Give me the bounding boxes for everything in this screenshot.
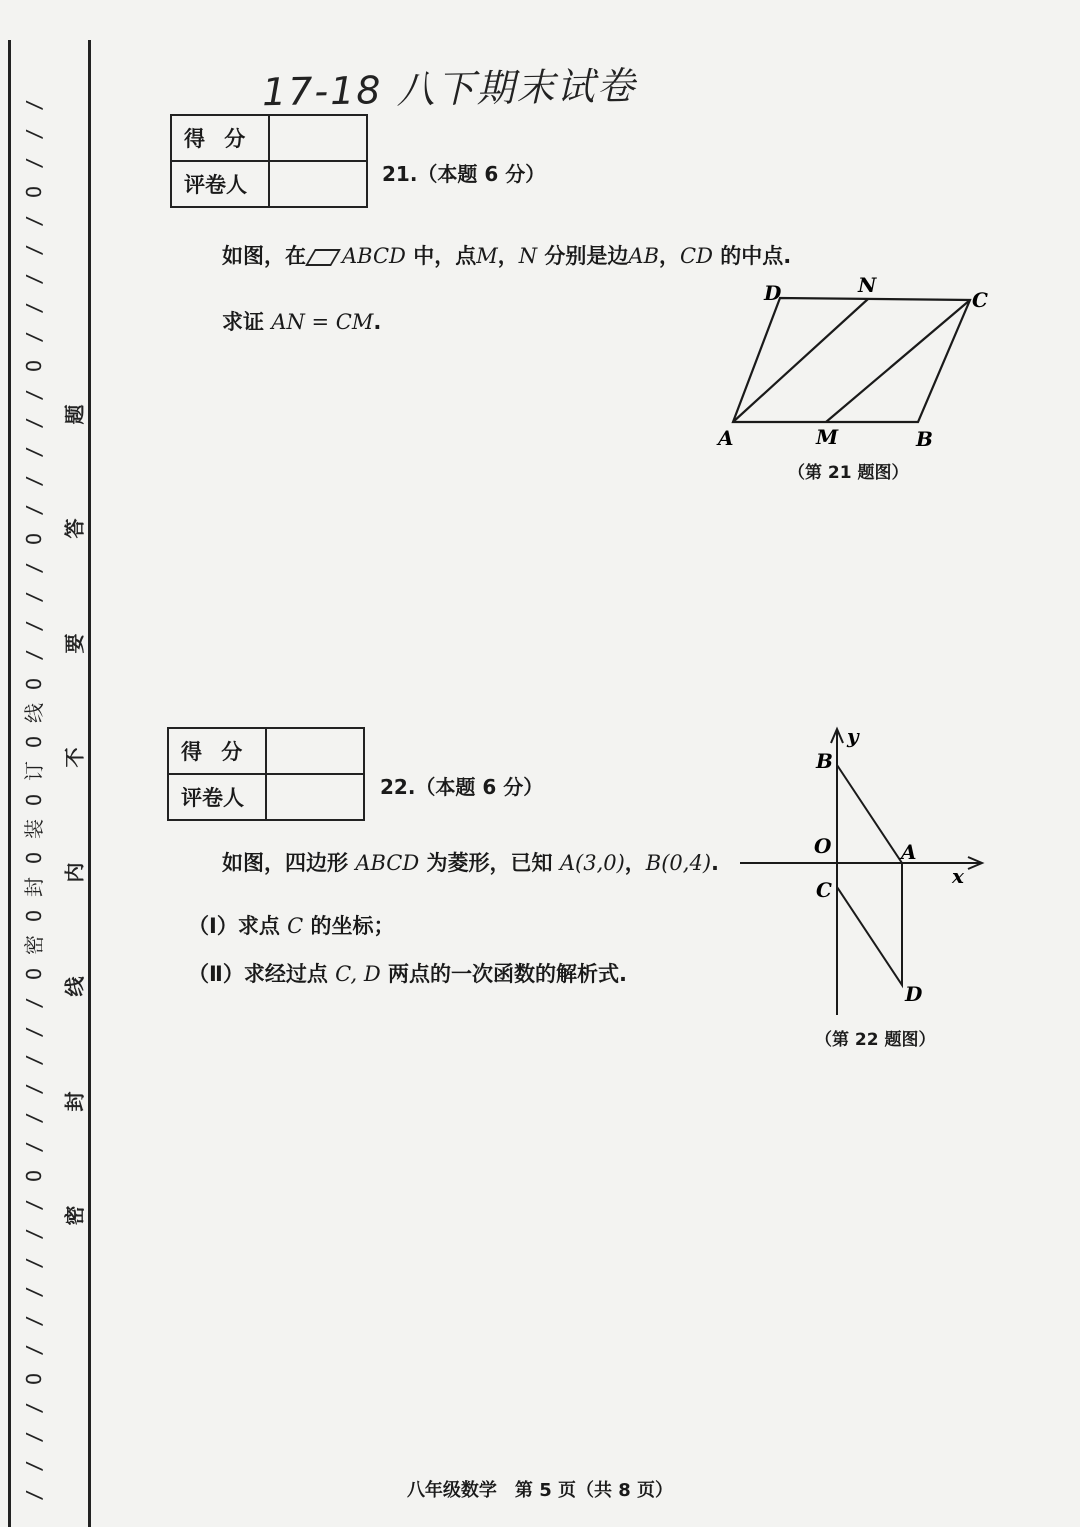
binding-label: 线 xyxy=(62,976,87,997)
grader-cell xyxy=(266,774,364,820)
binding-mark: / xyxy=(21,1488,46,1501)
binding-mark: / xyxy=(21,1112,46,1125)
binding-mark: / xyxy=(21,1286,46,1299)
score-label: 得 分 xyxy=(168,728,266,774)
binding-mark: / xyxy=(21,996,46,1009)
binding-mark: / xyxy=(21,1141,46,1154)
binding-mark: / xyxy=(21,562,46,575)
label-b: B xyxy=(816,749,833,773)
score-label: 得 分 xyxy=(171,115,269,161)
binding-mark: 装 xyxy=(22,818,46,839)
binding-mark: / xyxy=(21,620,46,633)
q21-formula: AN = CM xyxy=(271,310,374,334)
label-m: M xyxy=(816,425,839,449)
q22-point-a: A(3,0) xyxy=(559,851,625,875)
q22-text: （Ⅰ）求点 xyxy=(188,914,288,938)
binding-mark: / xyxy=(21,1257,46,1270)
q22-points-cd: C, D xyxy=(335,962,381,986)
question-21-prove xyxy=(222,306,381,336)
parallelogram-abcd xyxy=(733,298,970,422)
q22-text: 为菱形，已知 xyxy=(419,851,560,875)
figure-21 xyxy=(700,270,1020,460)
binding-mark: 密 xyxy=(22,934,46,955)
question-21-statement xyxy=(222,240,791,270)
figure-21-caption: （第 21 题图） xyxy=(788,463,909,483)
binding-mark: / xyxy=(21,591,46,604)
binding-mark: O xyxy=(21,793,46,806)
binding-mark: / xyxy=(21,272,46,285)
binding-mark: O xyxy=(21,735,46,748)
label-c: C xyxy=(972,288,988,312)
binding-mark: O xyxy=(21,1372,46,1385)
label-n: N xyxy=(858,273,877,297)
question-22-heading: 22.（本题 6 分） xyxy=(380,775,544,799)
q21-text: 分别是边 xyxy=(537,244,629,268)
binding-label: 密 xyxy=(62,1205,87,1226)
binding-mark: / xyxy=(21,388,46,401)
binding-mark: O xyxy=(21,1170,46,1183)
page-footer: 八年级数学 第 5 页（共 8 页） xyxy=(406,1480,674,1501)
binding-mark: / xyxy=(21,1083,46,1096)
q21-side-ab: AB xyxy=(628,244,660,268)
binding-mark: / xyxy=(21,1430,46,1443)
q22-text: 两点的一次函数的解析式. xyxy=(380,962,627,986)
label-y: y xyxy=(847,725,859,748)
question-22-part-1 xyxy=(188,910,395,940)
label-c: C xyxy=(816,878,832,902)
binding-mark: / xyxy=(21,98,46,112)
score-cell xyxy=(269,115,367,161)
q21-text: 求证 xyxy=(222,310,272,334)
binding-mark: O xyxy=(21,909,46,922)
question-22-part-2 xyxy=(188,958,627,988)
binding-mark: / xyxy=(21,1343,46,1357)
label-a: A xyxy=(718,426,734,450)
question-21-heading: 21.（本题 6 分） xyxy=(382,162,546,186)
question-22-statement xyxy=(222,847,719,877)
binding-mark: O xyxy=(21,678,46,691)
binding-mark: O xyxy=(21,851,46,864)
binding-mark: / xyxy=(21,301,46,314)
q22-point-c: C xyxy=(287,914,304,938)
figure-22 xyxy=(730,725,1000,1020)
label-b: B xyxy=(916,427,933,451)
binding-labels xyxy=(58,400,88,1230)
label-d: D xyxy=(905,982,923,1006)
q22-point-b: B(0,4) xyxy=(645,851,712,875)
q21-text: 中，点 xyxy=(405,244,477,268)
score-cell xyxy=(266,728,364,774)
binding-mark: / xyxy=(21,1054,46,1067)
binding-mark: / xyxy=(21,649,46,662)
label-x: x xyxy=(952,864,964,888)
q21-text: 如图，在 xyxy=(222,244,306,268)
q22-abcd: ABCD xyxy=(355,851,420,875)
score-table-q22 xyxy=(167,727,365,821)
binding-mark: / xyxy=(21,1459,46,1472)
grader-label: 评卷人 xyxy=(171,161,269,207)
binding-mark: / xyxy=(21,1228,46,1241)
binding-mark: / xyxy=(21,504,46,517)
binding-label: 内 xyxy=(62,862,87,883)
q21-text: ， xyxy=(497,244,519,268)
binding-mark: / xyxy=(21,1315,46,1328)
binding-mark: / xyxy=(21,1401,46,1414)
label-d: D xyxy=(764,281,782,305)
binding-mark: / xyxy=(21,475,46,488)
binding-label: 不 xyxy=(62,747,87,768)
binding-mark: / xyxy=(21,417,46,430)
binding-label: 要 xyxy=(62,633,87,654)
q21-side-cd: CD xyxy=(680,244,713,268)
binding-label: 答 xyxy=(62,518,87,539)
q21-point-m: M xyxy=(476,244,498,268)
binding-mark: / xyxy=(21,156,46,169)
grader-cell xyxy=(269,161,367,207)
binding-mark: O xyxy=(21,185,46,198)
grader-label: 评卷人 xyxy=(168,774,266,820)
parallelogram-symbol-icon xyxy=(305,249,341,266)
q21-text: . xyxy=(373,310,382,334)
q21-text: ， xyxy=(659,244,681,268)
handwritten-title: 17-18 八下期末试卷 xyxy=(261,63,637,115)
binding-line-left xyxy=(8,40,11,1527)
label-o: O xyxy=(814,834,832,858)
binding-label: 封 xyxy=(62,1091,87,1112)
binding-mark: O xyxy=(21,533,46,546)
binding-mark: / xyxy=(21,1025,46,1038)
q21-point-n: N xyxy=(518,244,538,268)
binding-strip xyxy=(14,95,54,1505)
q22-text: 如图，四边形 xyxy=(222,851,356,875)
q22-text: ， xyxy=(624,851,646,875)
score-table-q21 xyxy=(170,114,368,208)
q21-abcd: ABCD xyxy=(342,244,406,268)
binding-mark: / xyxy=(21,446,46,459)
rhombus-abcd xyxy=(837,765,902,985)
q22-text: 的坐标； xyxy=(303,914,395,938)
q22-text: . xyxy=(711,851,719,875)
label-a: A xyxy=(901,840,917,864)
binding-mark: 线 xyxy=(22,703,46,724)
binding-mark: / xyxy=(21,127,46,140)
binding-mark: / xyxy=(21,1199,46,1212)
binding-line-right xyxy=(88,40,91,1527)
binding-mark: / xyxy=(21,330,46,343)
binding-mark: O xyxy=(21,967,46,980)
binding-mark: O xyxy=(21,359,46,372)
figure-22-caption: （第 22 题图） xyxy=(815,1030,936,1050)
binding-mark: / xyxy=(21,214,46,227)
q21-text: 的中点. xyxy=(712,244,792,268)
binding-mark: 封 xyxy=(22,876,46,897)
q22-text: （Ⅱ）求经过点 xyxy=(188,962,336,986)
binding-mark: / xyxy=(21,243,46,256)
binding-label: 题 xyxy=(62,404,87,425)
binding-mark: 订 xyxy=(22,760,46,781)
